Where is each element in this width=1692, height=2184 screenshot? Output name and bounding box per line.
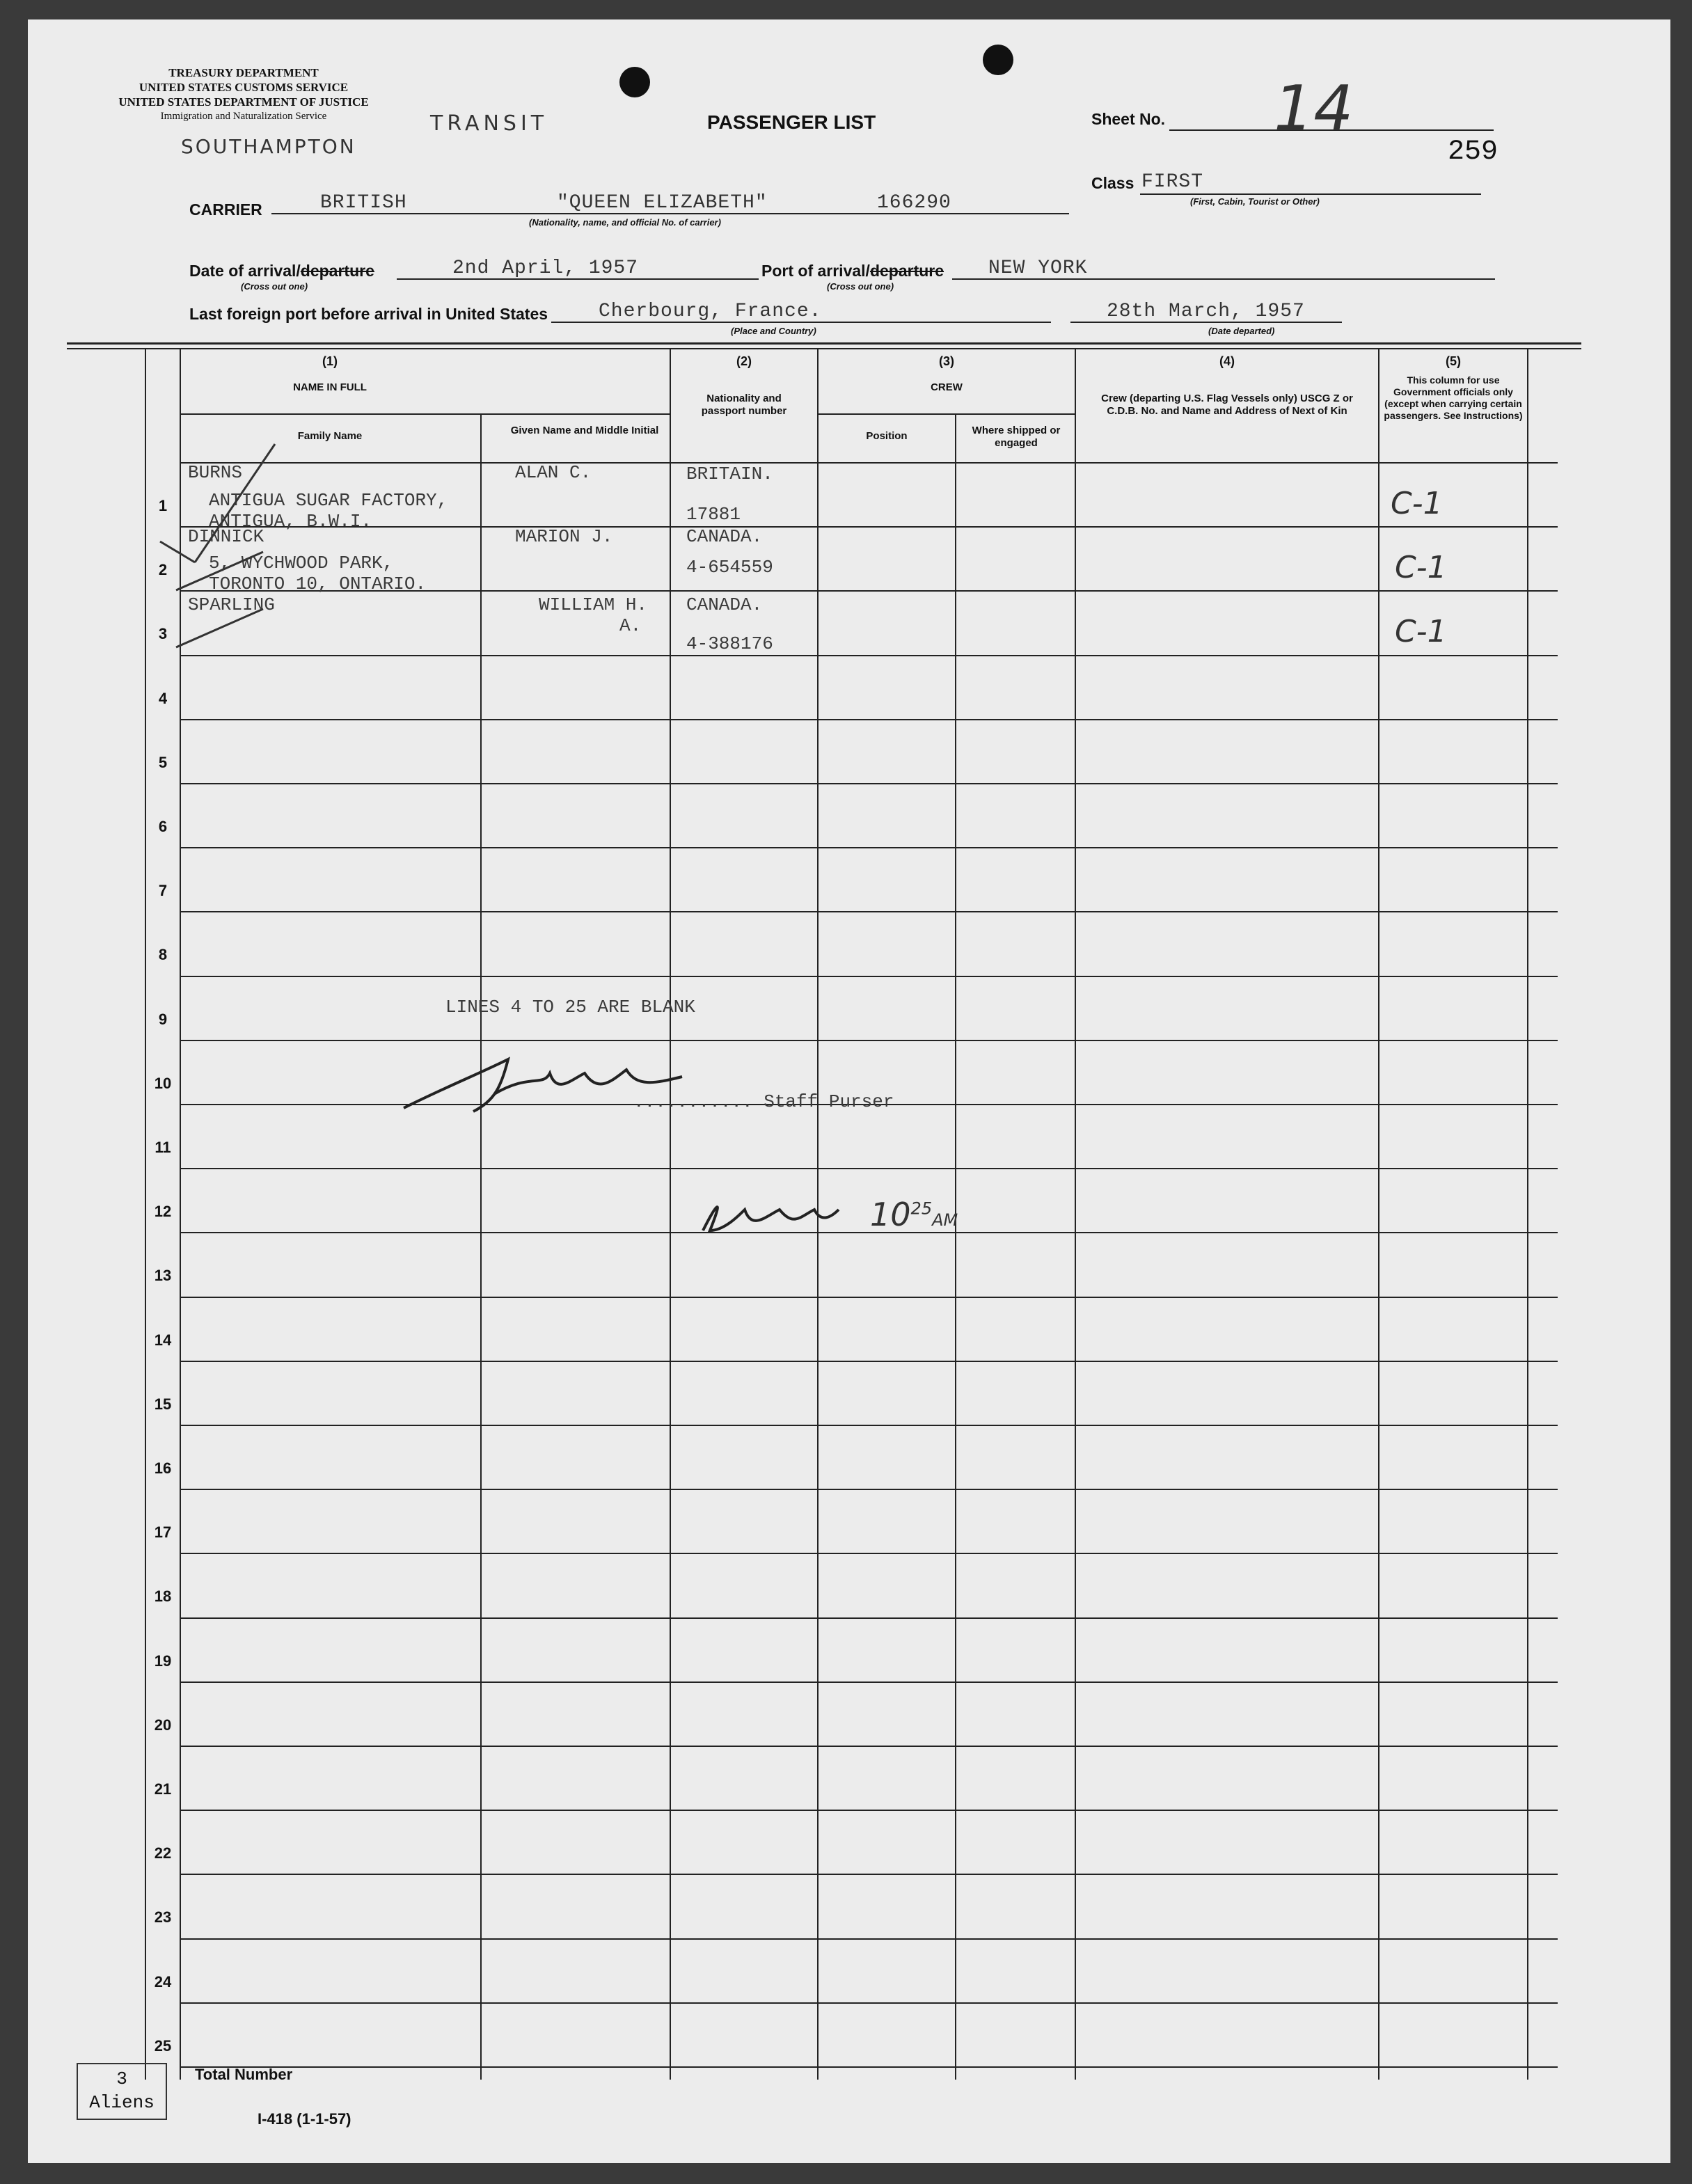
row-number: 12 [154, 1203, 172, 1220]
row-divider [180, 783, 1558, 784]
agency-line: Immigration and Naturalization Service [160, 111, 327, 122]
entry-2-address2: TORONTO 10, ONTARIO. [209, 573, 427, 594]
carrier-label: CARRIER [189, 200, 262, 219]
row-number: 11 [155, 1139, 171, 1156]
check-mark [173, 548, 270, 597]
row-number: 22 [154, 1844, 172, 1862]
row-divider [180, 1874, 1558, 1875]
row-number: 20 [154, 1716, 172, 1734]
passenger-list-page [28, 19, 1670, 2163]
row-divider [180, 2002, 1558, 2004]
col4-title: Crew (departing U.S. Flag Vessels only) USCG Z or C.D.B. No. and Name and Address of Next of Kin [1101, 393, 1353, 417]
blank-lines-note: LINES 4 TO 25 ARE BLANK [445, 997, 695, 1018]
total-label: Total Number [195, 2066, 293, 2083]
last-port-value: Cherbourg, France. [599, 301, 822, 322]
entry-2-given: MARION J. [515, 526, 613, 547]
entry-1-family: BURNS [188, 462, 243, 483]
col2-title: Nationality and passport number [701, 393, 787, 417]
entry-1-address1: ANTIGUA SUGAR FACTORY, [209, 490, 448, 511]
nationality-column-left [670, 348, 671, 2080]
row-divider [180, 1938, 1558, 1940]
check-mark [173, 606, 270, 654]
col5-number: (5) [1446, 354, 1461, 368]
gov-column-right [1527, 348, 1528, 2080]
entry-3-passport: 4-388176 [686, 633, 773, 654]
entry-1-nationality: BRITAIN. [686, 464, 773, 484]
col5-title: This column for use Government officials only (except when carrying certain passengers. See Instructions) [1384, 374, 1523, 421]
col1-title: NAME IN FULL [293, 381, 367, 393]
agency-line: TREASURY DEPARTMENT [168, 66, 319, 79]
carrier-hint: (Nationality, name, and official No. of carrier) [529, 217, 721, 228]
entry-2-nationality: CANADA. [686, 526, 763, 547]
date-hint: (Cross out one) [241, 281, 308, 292]
port-value: NEW YORK [988, 258, 1088, 279]
date-label-arrival: Date of arrival/ [189, 262, 301, 280]
entry-2-passport: 4-654559 [686, 557, 773, 578]
aliens-count: 3 [116, 2068, 127, 2089]
row-number: 13 [154, 1267, 172, 1284]
row-number: 8 [158, 946, 168, 963]
row-number: 15 [154, 1395, 172, 1413]
row-number: 9 [158, 1011, 168, 1028]
row-divider [180, 655, 1558, 656]
entry-3-nationality: CANADA. [686, 594, 763, 615]
col3-position-header: Position [866, 430, 908, 442]
stamp-number: 259 [1448, 136, 1499, 168]
col3-title: CREW [931, 381, 963, 393]
row-divider [180, 1553, 1558, 1554]
page-title: PASSENGER LIST [707, 111, 876, 133]
port-label-departure: departure [869, 262, 944, 280]
col1-given-header: Given Name and Middle Initial [510, 425, 659, 436]
inspector-time-ampm: AM [932, 1210, 958, 1230]
entry-1-passport: 17881 [686, 504, 741, 525]
row-number: 18 [154, 1588, 172, 1605]
row-number: 7 [158, 882, 168, 899]
row-divider [180, 1232, 1558, 1233]
purser-title: ........... Staff Purser [633, 1091, 894, 1112]
row-number: 6 [158, 818, 168, 835]
col1-number: (1) [322, 354, 338, 368]
row-divider [180, 719, 1558, 720]
row-divider [180, 1681, 1558, 1683]
aliens-box [77, 2063, 167, 2120]
agency-block [77, 65, 411, 124]
entry-3-code: C-1 [1395, 614, 1447, 649]
col2-number: (2) [736, 354, 752, 368]
row-divider [180, 1489, 1558, 1490]
table-top-border [67, 342, 1581, 345]
row-divider [180, 1425, 1558, 1426]
carrier-number: 166290 [877, 192, 951, 214]
last-port-hint: (Place and Country) [731, 326, 816, 336]
class-value: FIRST [1141, 171, 1204, 193]
row-divider [180, 1617, 1558, 1619]
row-number: 4 [158, 690, 168, 707]
sheet-number: 14 [1274, 72, 1354, 145]
last-port-label: Last foreign port before arrival in United States [189, 305, 548, 323]
class-hint: (First, Cabin, Tourist or Other) [1190, 196, 1320, 207]
inspector-signature [696, 1189, 842, 1244]
row-number: 14 [154, 1331, 172, 1349]
entry-2-code: C-1 [1395, 550, 1447, 585]
header-bottom [180, 462, 1558, 464]
purser-signature [390, 1045, 710, 1129]
punch-hole [983, 45, 1013, 75]
carrier-nationality: BRITISH [320, 192, 407, 214]
col4-number: (4) [1219, 354, 1235, 368]
row-number: 17 [154, 1524, 172, 1541]
row-number: 19 [154, 1652, 172, 1670]
port-label [761, 262, 944, 280]
sheet-label: Sheet No. [1091, 110, 1166, 128]
handwritten-port: SOUTHAMPTON [181, 135, 356, 158]
inspector-time-hour: 10 [870, 1196, 911, 1233]
row-number: 16 [154, 1459, 172, 1477]
col3-number: (3) [939, 354, 954, 368]
row-divider [180, 1040, 1558, 1041]
entry-3-given2: A. [619, 615, 642, 636]
port-label-arrival: Port of arrival/ [761, 262, 870, 280]
inspector-time-minutes: 25 [910, 1198, 933, 1219]
row-number: 10 [154, 1075, 172, 1092]
row-divider [180, 1361, 1558, 1362]
agency-line: UNITED STATES DEPARTMENT OF JUSTICE [118, 95, 369, 109]
inspector-time [870, 1196, 958, 1233]
entry-1-code: C-1 [1391, 486, 1443, 521]
row-number: 3 [158, 625, 168, 642]
port-hint: (Cross out one) [827, 281, 894, 292]
row-divider [180, 1810, 1558, 1811]
entry-2-address1: 5, WYCHWOOD PARK, [209, 553, 394, 573]
kin-column-left [1075, 348, 1076, 2080]
row-divider [180, 526, 1558, 528]
carrier-name: "QUEEN ELIZABETH" [557, 192, 768, 214]
entry-3-family: SPARLING [188, 594, 275, 615]
entry-3-given: WILLIAM H. [539, 594, 648, 615]
punch-hole [619, 67, 650, 97]
row-number: 23 [154, 1908, 172, 1926]
row-divider [180, 911, 1558, 912]
departed-hint: (Date departed) [1208, 326, 1275, 336]
entry-2-family: DINNICK [188, 526, 264, 547]
date-label [189, 262, 374, 280]
col1-family-header: Family Name [297, 430, 363, 442]
form-number: I-418 (1-1-57) [258, 2110, 351, 2128]
departed-value: 28th March, 1957 [1107, 301, 1305, 322]
crew-position-divider [955, 413, 956, 2080]
class-underline [1140, 193, 1481, 195]
row-divider [180, 976, 1558, 977]
row-number: 5 [158, 754, 168, 771]
gov-column-left [1378, 348, 1379, 2080]
row-number: 21 [154, 1780, 172, 1798]
row-divider [180, 847, 1558, 848]
date-label-departure: departure [300, 262, 374, 280]
row-divider [180, 2066, 1558, 2068]
row-number-column-left [145, 348, 146, 2080]
row-number: 25 [154, 2037, 172, 2055]
row-divider [180, 1746, 1558, 1747]
header-subdivider [817, 413, 1075, 415]
handwritten-transit: TRANSIT [430, 111, 548, 136]
col3-shipped-header: Where shipped or engaged [972, 425, 1061, 449]
class-label: Class [1091, 174, 1134, 192]
row-divider [180, 1297, 1558, 1298]
family-given-divider [480, 413, 482, 2080]
row-number: 24 [154, 1973, 172, 1991]
agency-line: UNITED STATES CUSTOMS SERVICE [139, 81, 349, 94]
date-value: 2nd April, 1957 [452, 258, 639, 279]
table-top-border [67, 348, 1581, 349]
row-divider [180, 1168, 1558, 1169]
entry-1-given: ALAN C. [515, 462, 592, 483]
entry-1-address2: ANTIGUA, B.W.I. [209, 511, 372, 532]
aliens-label: Aliens [89, 2092, 155, 2113]
header-subdivider [180, 413, 670, 415]
row-number: 2 [158, 561, 168, 578]
row-number: 1 [158, 497, 168, 514]
